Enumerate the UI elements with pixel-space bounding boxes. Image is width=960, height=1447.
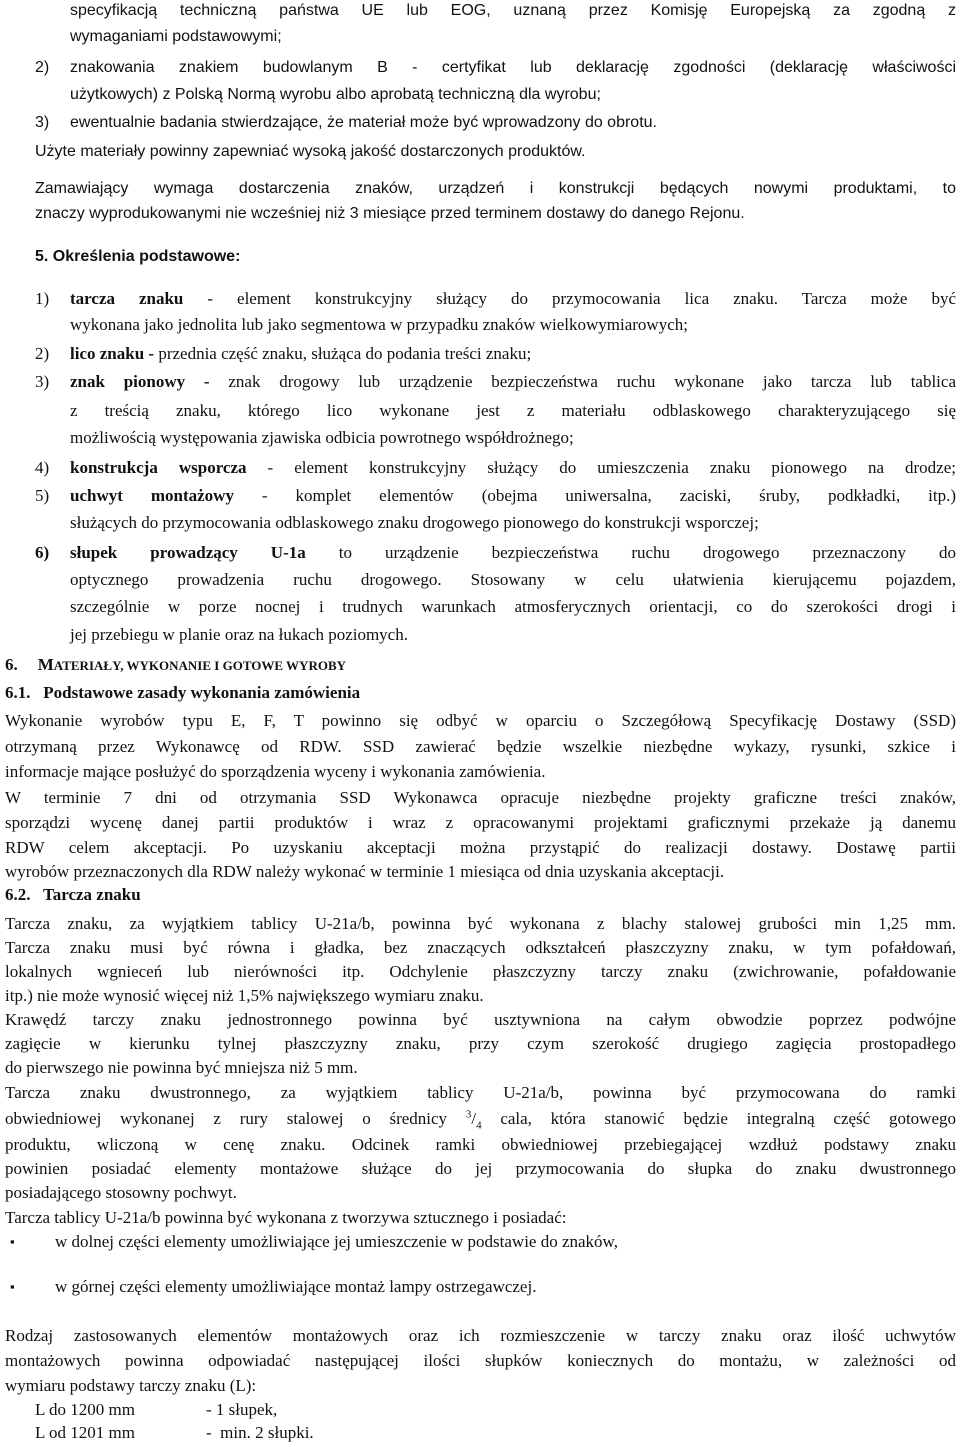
section-title-initial: M	[37, 655, 54, 674]
post-count-value: - min. 2 słupki.	[206, 1423, 314, 1442]
definition-term: słupek prowadzący U-1a	[70, 543, 306, 562]
paragraph-text: obwiedniowej wykonanej z rury stalowej o średnicy	[5, 1109, 466, 1128]
bullet-icon: ▪	[10, 1279, 15, 1294]
definition-cont: możliwością występowania zjawiska odbicia powrotnego współdrożnego;	[70, 428, 574, 447]
list-number: 2)	[35, 59, 50, 76]
paragraph-text: cala, która stanowić będzie integralną część gotowego	[481, 1109, 956, 1128]
definition-cont: jej przebiegu w planie oraz na łukach poziomych.	[70, 625, 408, 644]
definition-term: tarcza znaku	[70, 289, 184, 308]
definition-text: przednia część znaku, służąca do podania treści znaku;	[154, 344, 532, 363]
quality-statement: Użyte materiały powinny zapewniać wysoką jakość dostarczonych produktów.	[35, 143, 586, 160]
order-paragraph-line: Zamawiający wymaga dostarczenia znaków, urządzeń i konstrukcji będących nowymi produktami, to	[35, 180, 956, 197]
definition-cont: szczególnie w porze nocnej i trudnych warunkach atmosferycznych orientacji, co do szerokości drogi i	[70, 597, 956, 616]
paragraph-line: Tarcza tablicy U-21a/b powinna być wykonana z tworzywa sztucznego i posiadać:	[5, 1208, 567, 1227]
post-count-range: L od 1201 mm	[35, 1423, 135, 1442]
definition-text: to urządzenie bezpieczeństwa ruchu drogowego przeznaczony do	[305, 543, 956, 562]
paragraph-line	[5, 1106, 956, 1132]
definition-text: znak drogowy lub urządzenie bezpieczeństwa ruchu wykonane jako tarcza lub tablica	[209, 372, 956, 391]
definition-term: lico znaku -	[70, 344, 155, 363]
list-number: 2)	[35, 344, 50, 363]
bullet-item: w górnej części elementy umożliwiające montaż lampy ostrzegawczej.	[55, 1277, 537, 1296]
definition-text: - element konstrukcyjny służący do umieszczenia znaku pionowego na drodze;	[246, 458, 956, 477]
bullet-item: w dolnej części elementy umożliwiające jej umieszczenie w podstawie do znaków,	[55, 1232, 618, 1251]
post-count-range: L do 1200 mm	[35, 1400, 135, 1419]
list-number: 5)	[35, 486, 50, 505]
post-count-value: - 1 słupek,	[206, 1400, 278, 1419]
definition-cont: z treścią znaku, którego lico wykonane jest z materiału odblaskowego charakteryzującego się	[70, 401, 956, 420]
intro-line: wymaganiami podstawowymi;	[70, 28, 282, 45]
paragraph-line: Tarcza znaku, za wyjątkiem tablicy U-21a/b, powinna być wykonana z blachy stalowej grubości min 1,25 mm.	[5, 914, 956, 933]
paragraph-line: informacje mające posłużyć do sporządzenia wyceny i wykonania zamówienia.	[5, 762, 546, 781]
paragraph-line: Krawędź tarczy znaku jednostronnego powinna być usztywniona na całym obwodzie poprzez podwójne	[5, 1010, 956, 1029]
definition-item	[70, 455, 956, 481]
definition-item	[70, 341, 531, 367]
definition-text: - komplet elementów (obejma uniwersalna, zaciski, śruby, podkładki, itp.)	[233, 486, 957, 505]
paragraph-line: W terminie 7 dni od otrzymania SSD Wykonawca opracuje niezbędne projekty graficzne treści znaków,	[5, 788, 956, 807]
paragraph-line: posiadającego stosowny pochwyt.	[5, 1183, 237, 1202]
definition-item	[70, 483, 956, 509]
paragraph-line: wymiaru podstawy tarczy znaku (L):	[5, 1376, 257, 1395]
paragraph-line: produktu, wliczoną w cenę znaku. Odcinek ramki obwiedniowej przebiegającej wzdłuż podstawy znaku	[5, 1135, 956, 1154]
intro-line: specyfikacją techniczną państwa UE lub EOG, uznaną przez Komisję Europejską za zgodną z	[70, 2, 956, 19]
intro-line: znakowania znakiem budowlanym B - certyfikat lub deklarację zgodności (deklarację właściwości	[70, 59, 956, 76]
paragraph-line: powinien posiadać elementy montażowe służące do jej przymocowania do słupka do znaku dwustronnego	[5, 1159, 956, 1178]
definition-item	[70, 540, 956, 566]
fraction-slash: /	[471, 1109, 477, 1128]
section-5-title: 5. Określenia podstawowe:	[35, 248, 241, 265]
definition-cont: wykonana jako jednolita lub jako segmentowa w przypadku znaków wielkowymiarowych;	[70, 315, 688, 334]
paragraph-line: wyrobów przeznaczonych dla RDW należy wykonać w terminie 1 miesiąca od dnia uzyskania akceptacji.	[5, 862, 725, 881]
definition-cont: służących do przymocowania odblaskowego znaku drogowego pionowego do konstrukcji wsporczej;	[70, 513, 759, 532]
definition-term: uchwyt montażowy	[70, 486, 234, 505]
paragraph-line: itp.) nie może wynosić więcej niż 1,5% największego wymiaru znaku.	[5, 986, 484, 1005]
definition-cont: optycznego prowadzenia ruchu drogowego. Stosowany w celu ułatwienia kierującemu pojazdem,	[70, 570, 956, 589]
paragraph-line: Rodzaj zastosowanych elementów montażowych oraz ich rozmieszczenie w tarczy znaku oraz ilość uchwytów	[5, 1326, 956, 1345]
fraction-three-quarters	[465, 1108, 482, 1132]
section-number: 6.	[5, 655, 18, 674]
list-number: 1)	[35, 289, 50, 308]
paragraph-line: lokalnych wgnieceń lub nierówności itp. Odchylenie płaszczyzny tarczy znaku (zwichrowanie, pofałdowanie	[5, 962, 956, 981]
section-title-rest: ATERIAŁY, WYKONANIE I GOTOWE WYROBY	[53, 658, 346, 673]
paragraph-line: montażowych powinna odpowiadać następującej ilości słupków koniecznych do montażu, w zależności od	[5, 1351, 956, 1370]
intro-line: ewentualnie badania stwierdzające, że materiał może być wprowadzony do obrotu.	[70, 114, 657, 131]
list-number: 3)	[35, 372, 50, 391]
definition-term: konstrukcja wsporcza	[70, 458, 247, 477]
paragraph-line: do pierwszego nie powinna być mniejsza niż 5 mm.	[5, 1058, 358, 1077]
definition-text: - element konstrukcyjny służący do przymocowania lica znaku. Tarcza może być	[183, 289, 956, 308]
fraction-numerator: 3	[465, 1108, 472, 1121]
list-number: 4)	[35, 458, 50, 477]
order-paragraph-line: znaczy wyprodukowanymi nie wcześniej niż 3 miesiące przed terminem dostawy do danego Rejonu.	[35, 205, 745, 222]
list-number: 3)	[35, 114, 50, 131]
paragraph-line: sporządzi wycenę danej partii produktów i wraz z opracowanymi projektami graficznymi przekaże ją danemu	[5, 813, 956, 832]
list-number: 6)	[35, 543, 50, 562]
section-6-title	[5, 652, 346, 679]
definition-term: znak pionowy -	[70, 372, 210, 391]
intro-line: użytkowych) z Polską Normą wyrobu albo aprobatą techniczną dla wyrobu;	[70, 86, 601, 103]
paragraph-line: zagięcie w kierunku tylnej płaszczyzny znaku, przy czym szerokość drugiego zagięcia prostopadłego	[5, 1034, 956, 1053]
paragraph-line: Tarcza znaku dwustronnego, za wyjątkiem tablicy U-21a/b, powinna być przymocowana do ramki	[5, 1083, 956, 1102]
definition-item	[70, 369, 956, 395]
paragraph-line: Wykonanie wyrobów typu E, F, T powinno się odbyć w oparciu o Szczegółową Specyfikację Dostawy (SSD)	[5, 711, 956, 730]
paragraph-line: Tarcza znaku musi być równa i gładka, bez znaczących odkształceń płaszczyzny znaku, w tym pofałdowań,	[5, 938, 956, 957]
definition-item	[70, 286, 956, 312]
paragraph-line: RDW celem akceptacji. Po uzyskaniu akceptacji można przystąpić do realizacji dostawy. Dostawę partii	[5, 838, 956, 857]
fraction-denominator: 4	[476, 1119, 482, 1132]
bullet-icon: ▪	[10, 1234, 15, 1249]
paragraph-line: otrzymaną przez Wykonawcę od RDW. SSD zawierać będzie wszelkie niezbędne wykazy, rysunki, szkice i	[5, 737, 956, 756]
section-6-2-title: 6.2. Tarcza znaku	[5, 885, 141, 904]
section-6-1-title: 6.1. Podstawowe zasady wykonania zamówienia	[5, 683, 361, 702]
